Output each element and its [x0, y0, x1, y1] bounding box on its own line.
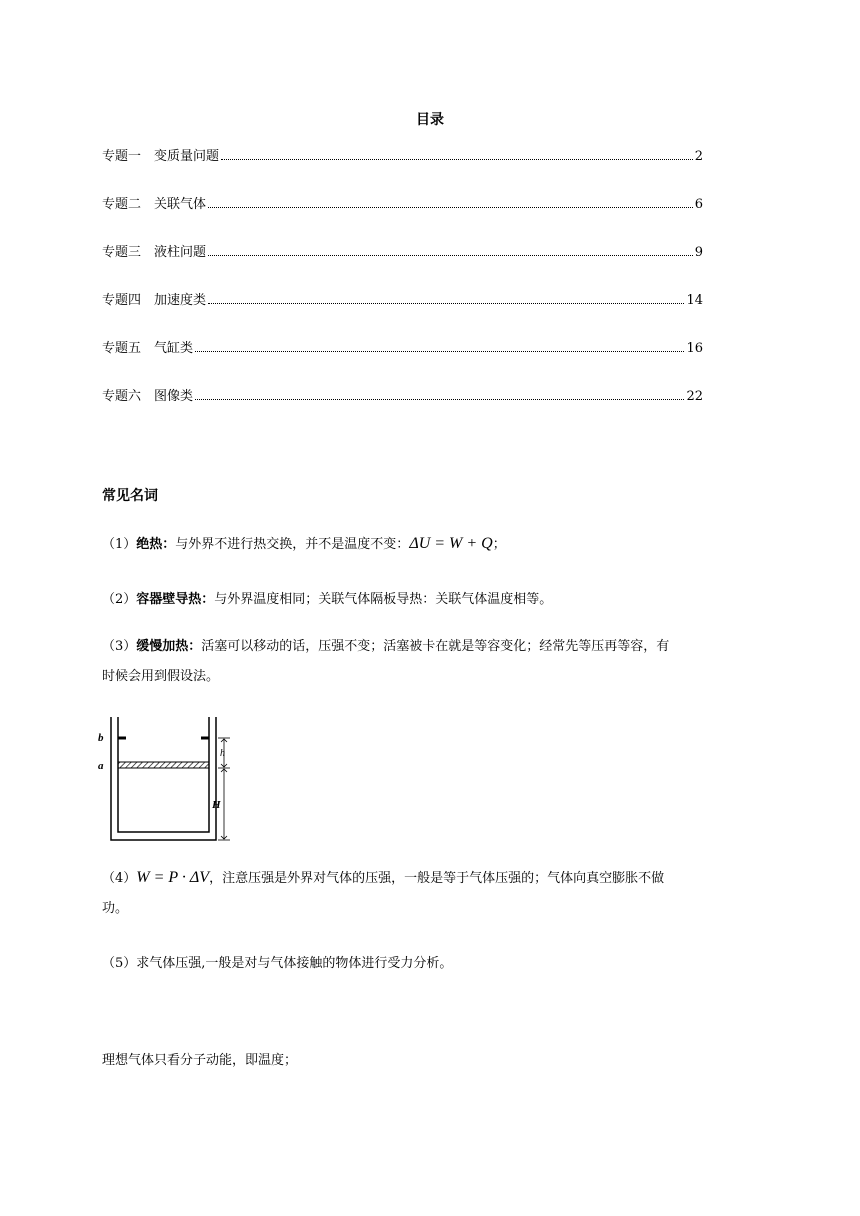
formula: ΔU = W + Q	[409, 535, 493, 552]
term-item-3	[102, 632, 762, 692]
toc-leader	[208, 207, 693, 208]
term-text: 求气体压强,一般是对与气体接触的物体进行受力分析。	[136, 956, 453, 971]
toc-leader	[208, 303, 684, 304]
item-number: （3）	[102, 639, 137, 654]
term-line	[102, 863, 762, 894]
punctuation: ；	[492, 537, 506, 552]
term-item-1	[102, 529, 762, 560]
item-number: （2）	[102, 592, 137, 607]
toc-label: 专题二 关联气体	[102, 197, 207, 212]
toc-row[interactable]	[102, 338, 703, 356]
toc-leader	[221, 159, 693, 160]
item-number: （5）	[102, 956, 137, 971]
toc-row[interactable]	[102, 290, 703, 308]
cylinder-inner-wall	[118, 717, 209, 832]
term-name: 缓慢加热：	[136, 639, 202, 654]
toc-row[interactable]	[102, 194, 703, 212]
term-line	[102, 632, 762, 662]
section-heading: 常见名词	[102, 488, 158, 504]
term-name: 容器壁导热：	[136, 592, 215, 607]
term-line-continued: 功。	[102, 901, 129, 916]
toc-page: 14	[686, 293, 703, 308]
cylinder-diagram	[96, 712, 236, 847]
toc-page: 16	[686, 341, 703, 356]
term-item-5	[102, 949, 762, 979]
toc-page: 22	[686, 389, 703, 404]
item-number: （4）	[102, 871, 137, 886]
label-H: H	[212, 799, 221, 811]
term-text: 与外界不进行热交换，并不是温度不变：	[175, 537, 410, 552]
term-item-4	[102, 863, 762, 924]
toc-row[interactable]	[102, 386, 703, 404]
toc-title: 目录	[416, 112, 444, 128]
toc-label: 专题一 变质量问题	[102, 149, 220, 164]
toc-row[interactable]	[102, 242, 703, 260]
label-h: h	[220, 748, 225, 759]
term-text: 活塞可以移动的话，压强不变；活塞被卡在就是等容变化；经常先等压再等容，有	[201, 639, 670, 654]
cylinder-outer-wall	[111, 717, 216, 840]
term-line-continued: 时候会用到假设法。	[102, 669, 220, 684]
piston	[118, 762, 209, 768]
toc-label: 专题三 液柱问题	[102, 245, 207, 260]
toc-label: 专题五 气缸类	[102, 341, 194, 356]
label-a: a	[98, 760, 104, 772]
toc-page: 9	[694, 245, 703, 260]
toc-leader	[195, 351, 684, 352]
formula: W = P · ΔV	[136, 869, 210, 886]
label-b: b	[98, 732, 104, 744]
toc-leader	[208, 255, 693, 256]
toc-label: 专题六 图像类	[102, 389, 194, 404]
term-text: 与外界温度相同；关联气体隔板导热：关联气体温度相等。	[214, 592, 553, 607]
toc-leader	[195, 399, 684, 400]
term-item-2	[102, 585, 762, 615]
toc-page: 6	[694, 197, 703, 212]
term-text: ，注意压强是外界对气体的压强，一般是等于气体压强的；气体向真空膨胀不做	[209, 871, 665, 886]
toc-row[interactable]	[102, 146, 703, 164]
term-name: 绝热：	[136, 537, 176, 552]
item-number: （1）	[102, 537, 137, 552]
toc-label: 专题四 加速度类	[102, 293, 207, 308]
footer-note: 理想气体只看分子动能，即温度；	[102, 1053, 298, 1068]
toc-page: 2	[694, 149, 703, 164]
